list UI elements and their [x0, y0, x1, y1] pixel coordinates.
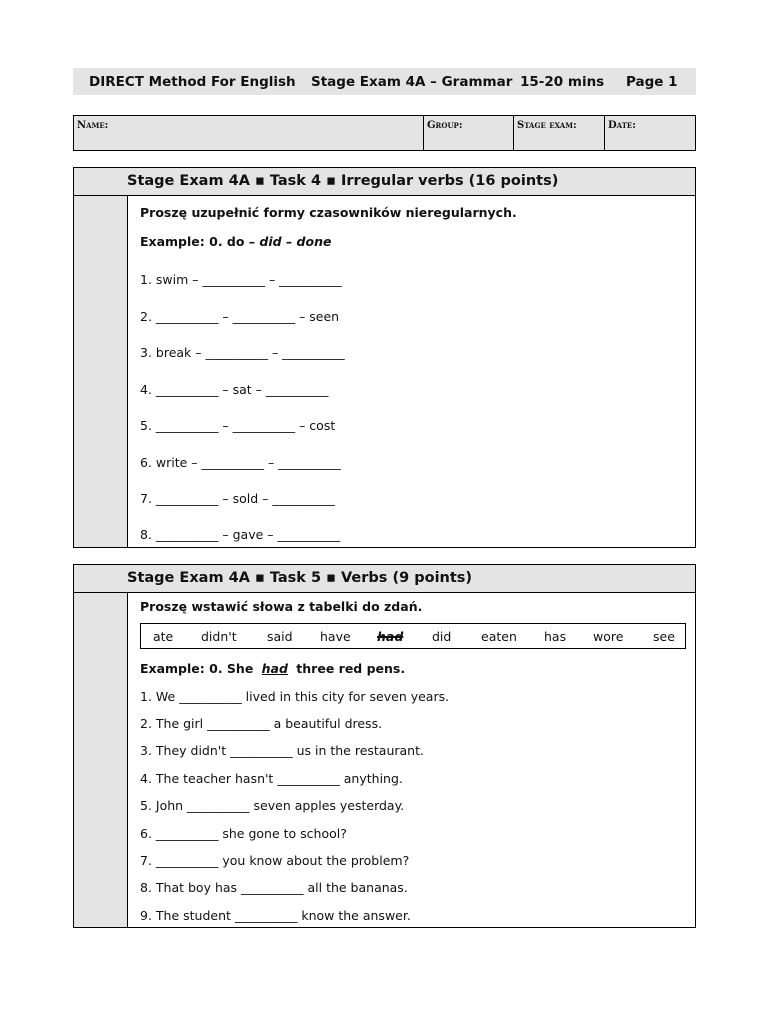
document-header [73, 68, 696, 95]
task-4-instruction: Proszę uzupełnić formy czasowników nieregularnych. [140, 205, 517, 220]
task-5-example [140, 661, 405, 676]
task-4-example [140, 234, 331, 249]
date-field[interactable] [605, 116, 695, 150]
task-4-score-column [74, 196, 128, 547]
task-4-title: Stage Exam 4A ▪ Task 4 ▪ Irregular verbs (16 points) [74, 168, 695, 196]
word-bank-word: has [544, 629, 567, 644]
task-5-example-suffix: three red pens. [291, 661, 406, 676]
task-5-item-5[interactable]: 5. John __________ seven apples yesterday. [140, 798, 405, 813]
date-label: Date: [608, 120, 636, 131]
task-5-score-column [74, 593, 128, 927]
task-4-item-1[interactable]: 1. swim – __________ – __________ [140, 272, 342, 287]
task-5-item-4[interactable]: 4. The teacher hasn't __________ anything. [140, 771, 403, 786]
task-4-item-6[interactable]: 6. write – __________ – __________ [140, 455, 341, 470]
task-5-item-7[interactable]: 7. __________ you know about the problem? [140, 853, 410, 868]
task-5-item-2[interactable]: 2. The girl __________ a beautiful dress. [140, 716, 383, 731]
task-4-example-label: Example: 0. do – [140, 234, 260, 249]
stage-exam-label: Stage exam: [517, 120, 577, 131]
task-5-title: Stage Exam 4A ▪ Task 5 ▪ Verbs (9 points) [74, 565, 695, 593]
task-4-item-7[interactable]: 7. __________ – sold – __________ [140, 491, 335, 506]
word-bank [140, 623, 686, 649]
group-label: Group: [427, 120, 463, 131]
word-bank-word: said [267, 629, 293, 644]
task-5-example-answer: had [261, 661, 288, 676]
word-bank-word: wore [593, 629, 624, 644]
task-4-item-5[interactable]: 5. __________ – __________ – cost [140, 418, 336, 433]
task-4-section [73, 167, 696, 548]
task-5-example-prefix: Example: 0. She [140, 661, 258, 676]
task-4-item-3[interactable]: 3. break – __________ – __________ [140, 345, 345, 360]
task-5-item-3[interactable]: 3. They didn't __________ us in the restaurant. [140, 743, 424, 758]
task-5-section [73, 564, 696, 928]
word-bank-word: eaten [481, 629, 517, 644]
task-5-instruction: Proszę wstawić słowa z tabelki do zdań. [140, 599, 423, 614]
word-bank-word-used: had [377, 629, 404, 644]
task-5-item-9[interactable]: 9. The student __________ know the answer. [140, 908, 411, 923]
duration: 15-20 mins [520, 74, 605, 90]
word-bank-word: didn't [201, 629, 237, 644]
task-4-item-8[interactable]: 8. __________ – gave – __________ [140, 527, 340, 542]
name-field[interactable] [74, 116, 424, 150]
word-bank-word: have [320, 629, 351, 644]
word-bank-word: did [432, 629, 452, 644]
task-5-item-1[interactable]: 1. We __________ lived in this city for seven years. [140, 689, 450, 704]
publisher-title: DIRECT Method For English [89, 74, 296, 90]
student-info-table [73, 115, 696, 151]
name-label: Name: [77, 120, 109, 131]
task-5-item-8[interactable]: 8. That boy has __________ all the bananas. [140, 880, 408, 895]
group-field[interactable] [424, 116, 514, 150]
exam-title: Stage Exam 4A – Grammar [311, 74, 513, 90]
word-bank-word: see [653, 629, 675, 644]
task-4-item-2[interactable]: 2. __________ – __________ – seen [140, 309, 340, 324]
stage-exam-field[interactable] [514, 116, 605, 150]
task-5-item-6[interactable]: 6. __________ she gone to school? [140, 826, 347, 841]
task-4-item-4[interactable]: 4. __________ – sat – __________ [140, 382, 329, 397]
task-4-example-answer: did – done [259, 234, 332, 249]
page-number: Page 1 [626, 74, 678, 90]
word-bank-word: ate [153, 629, 174, 644]
